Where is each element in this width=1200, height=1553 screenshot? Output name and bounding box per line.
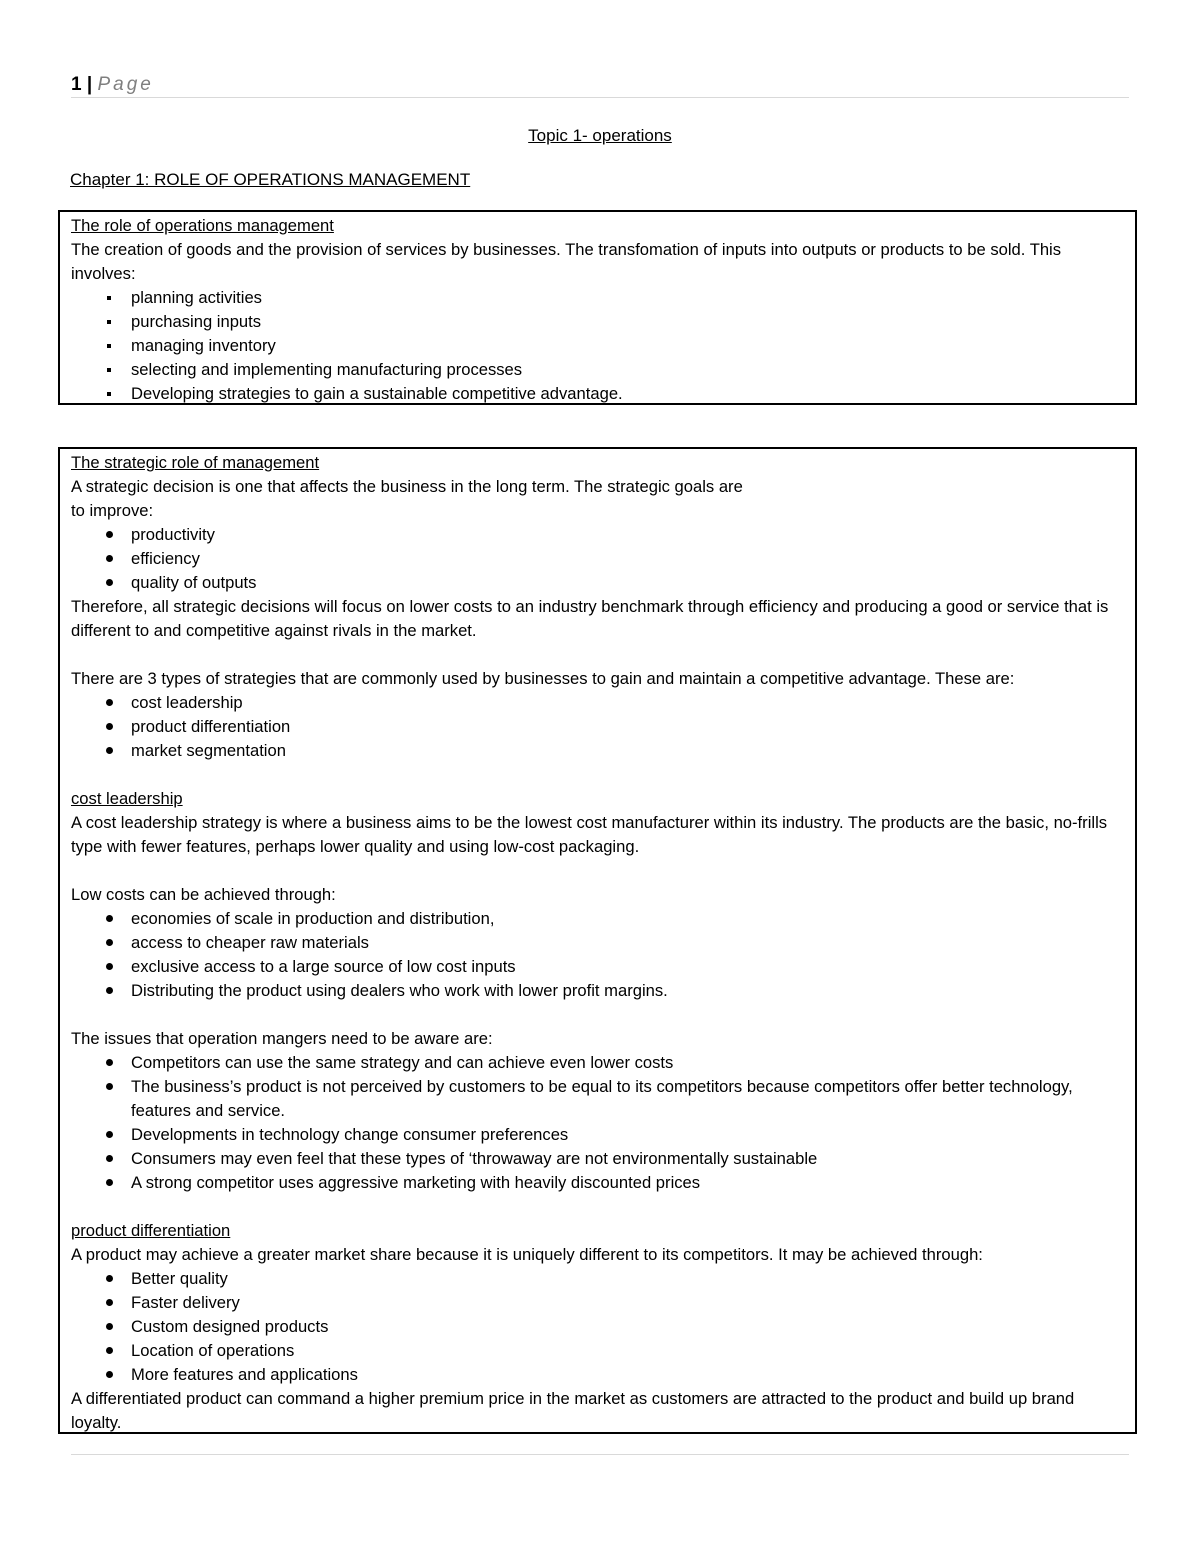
section-heading: The role of operations management — [71, 216, 334, 235]
list-item: Distributing the product using dealers who work with lower profit margins. — [131, 981, 668, 1000]
list-item: Developments in technology change consumer preferences — [131, 1125, 569, 1144]
differentiation-list — [71, 1267, 1127, 1387]
list-item: productivity — [131, 525, 215, 544]
paragraph: A cost leadership strategy is where a business aims to be the lowest cost manufacturer within its industry. The products are the basic, no-frills type with fewer features, perhaps lower quality and using low-cost packaging. — [71, 813, 1108, 856]
list-item: planning activities — [131, 288, 262, 307]
list-item: Location of operations — [131, 1341, 295, 1360]
list-item: Custom designed products — [131, 1317, 329, 1336]
list-item: Faster delivery — [131, 1293, 240, 1312]
paragraph: There are 3 types of strategies that are commonly used by businesses to gain and maintain a competitive advantage. These are: — [71, 669, 1015, 688]
section-intro: The creation of goods and the provision of services by businesses. The transfomation of inputs into outputs or products to be sold. This involves: — [71, 240, 1062, 283]
list-item: exclusive access to a large source of low cost inputs — [131, 957, 516, 976]
list-item: The business’s product is not perceived by customers to be equal to its competitors because competitors offer better technology, features and service. — [131, 1077, 1073, 1120]
list-item: Better quality — [131, 1269, 228, 1288]
list-item: cost leadership — [131, 693, 243, 712]
role-of-operations-box — [58, 210, 1137, 405]
page-word: Page — [97, 74, 154, 95]
list-item: product differentiation — [131, 717, 291, 736]
paragraph: A product may achieve a greater market share because it is uniquely different to its competitors. It may be achieved through: — [71, 1245, 983, 1264]
paragraph: The issues that operation mangers need to be aware are: — [71, 1029, 493, 1048]
list-item: More features and applications — [131, 1365, 358, 1384]
strategy-types-list — [71, 691, 1127, 763]
list-item: access to cheaper raw materials — [131, 933, 369, 952]
strategic-role-box — [58, 447, 1137, 1434]
chapter-title: Chapter 1: ROLE OF OPERATIONS MANAGEMENT — [70, 170, 471, 189]
goals-list — [71, 523, 1127, 595]
issues-list — [71, 1051, 1127, 1195]
topic-title: Topic 1- operations — [528, 126, 672, 145]
intro-line: A strategic decision is one that affects the business in the long term. The strategic goals are — [71, 477, 743, 496]
low-costs-list — [71, 907, 1127, 1003]
intro-line: to improve: — [71, 501, 154, 520]
list-item: selecting and implementing manufacturing processes — [131, 360, 523, 379]
list-item: quality of outputs — [131, 573, 257, 592]
list-item: Developing strategies to gain a sustainable competitive advantage. — [131, 384, 623, 403]
involves-list — [71, 286, 1127, 406]
page-number: 1 — [71, 74, 82, 95]
list-item: market segmentation — [131, 741, 286, 760]
list-item: economies of scale in production and distribution, — [131, 909, 495, 928]
subsection-heading: cost leadership — [71, 789, 183, 808]
header-divider — [71, 97, 1129, 98]
page-separator: | — [86, 74, 93, 95]
subsection-heading: product differentiation — [71, 1221, 231, 1240]
list-item: managing inventory — [131, 336, 276, 355]
list-item: Consumers may even feel that these types of ‘throwaway are not environmentally sustainable — [131, 1149, 818, 1168]
list-item: efficiency — [131, 549, 200, 568]
paragraph: Low costs can be achieved through: — [71, 885, 336, 904]
list-item: Competitors can use the same strategy and can achieve even lower costs — [131, 1053, 674, 1072]
section-heading: The strategic role of management — [71, 453, 320, 472]
paragraph: A differentiated product can command a higher premium price in the market as customers are attracted to the product and build up brand loyalty. — [71, 1389, 1075, 1432]
paragraph: Therefore, all strategic decisions will focus on lower costs to an industry benchmark through efficiency and producing a good or service that is different to and competitive against rivals in the market. — [71, 597, 1109, 640]
list-item: purchasing inputs — [131, 312, 262, 331]
page-header — [71, 74, 1129, 96]
footer-divider — [71, 1454, 1129, 1455]
list-item: A strong competitor uses aggressive marketing with heavily discounted prices — [131, 1173, 701, 1192]
